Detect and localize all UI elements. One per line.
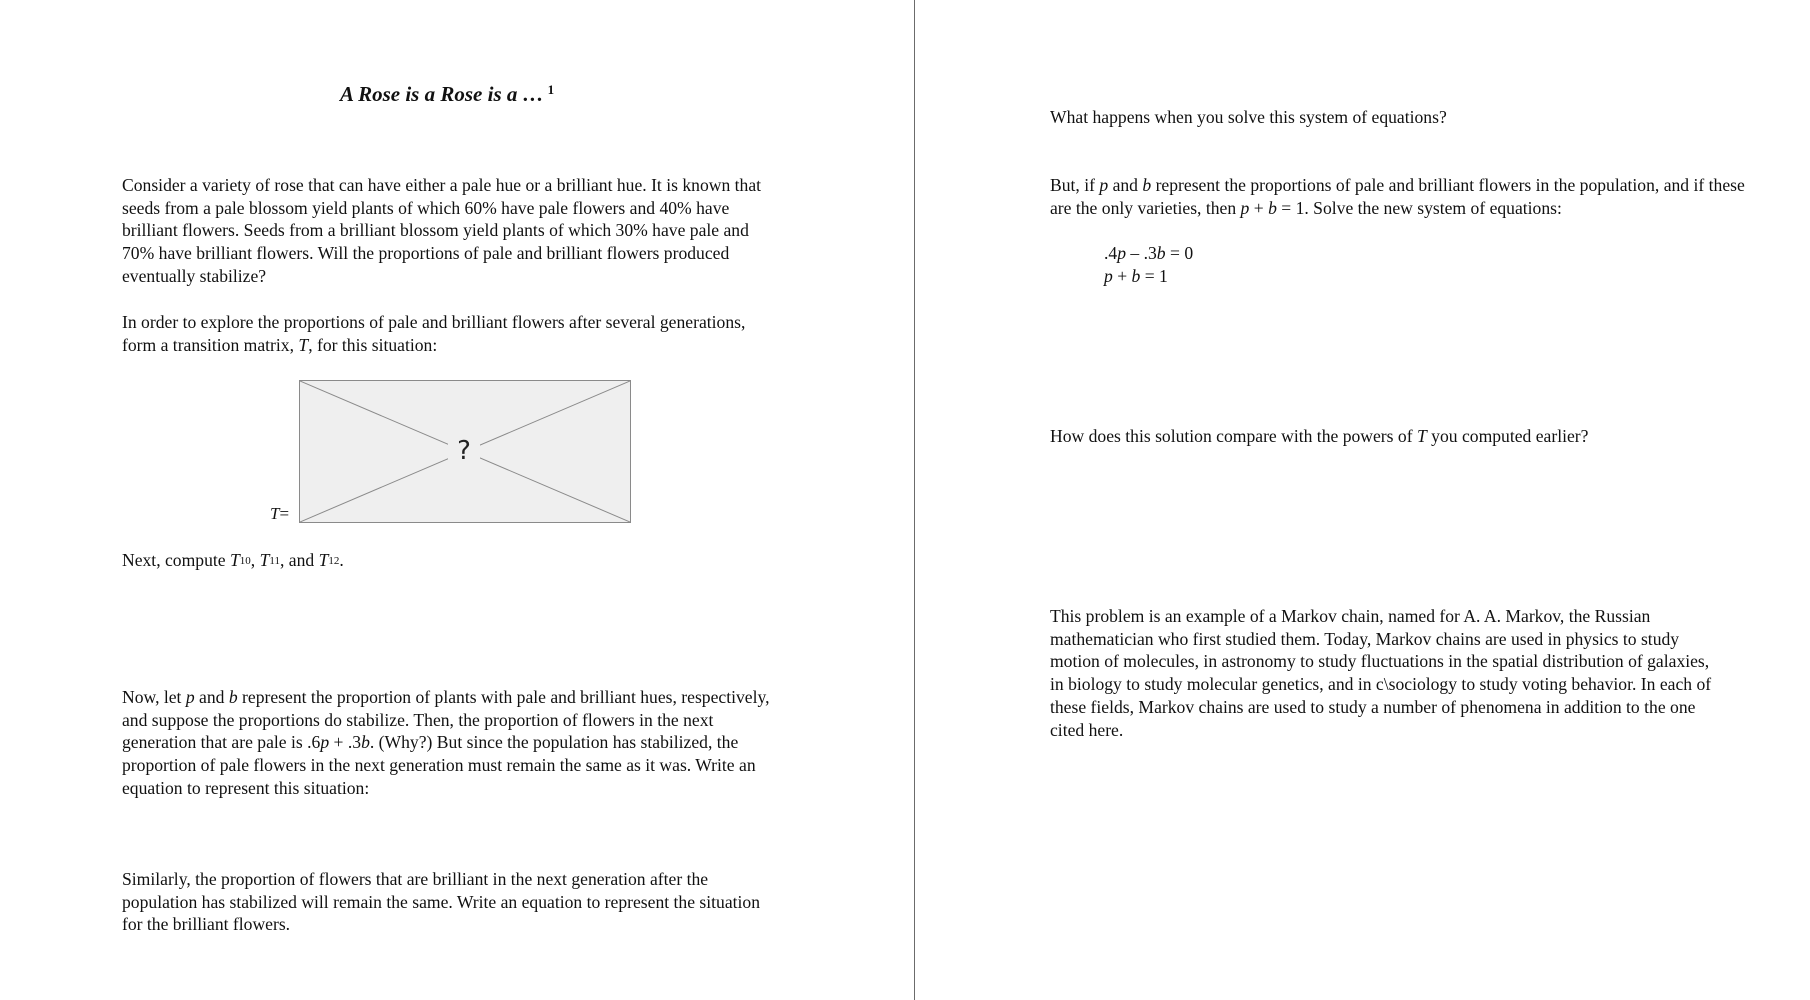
compare-question: How does this solution compare with the powers of T you computed earlier? [1050,426,1589,446]
right-page [917,0,1810,990]
solve-question: What happens when you solve this system of equations? [1050,107,1447,127]
page-divider [914,0,915,1000]
matrix-label: T= [270,504,290,523]
page-title [340,80,554,108]
missing-image-placeholder [299,380,631,523]
compute-paragraph: Next, compute $T^{10}$, $T^{11}$, and $T^{12}$. [122,550,344,570]
stabilize-paragraph: Now, let p and b represent the proportion of plants with pale and brilliant hues, respectively, and suppose the proportions do stabilize. Then, the proportion of flowers in the next generation that are pale is .6p + .3b. (Why?) But since the population has stabilized, the proportion of pale flowers in the next generation must remain the same as it was. Write an equation to represent this situation: [122,687,770,798]
title-text: A Rose is a Rose is a … [340,82,544,106]
title-footnote-marker: 1 [547,82,555,97]
explore-paragraph: In order to explore the proportions of pale and brilliant flowers after several generations, form a transition matrix, T, for this situation: [122,312,746,355]
markov-paragraph: This problem is an example of a Markov chain, named for A. A. Markov, the Russian mathematician who first studied them. Today, Markov chains are used in physics to study motion of molecules, in astronomy to study fluctuations in the spatial distribution of galaxies, in biology to study molecular genetics, and in c\sociology to study voting behavior. In each of these fields, Markov chains are used to study a number of phenomena in addition to the one cited here. [1050,606,1712,740]
equation-2: p + b = 1 [1104,266,1168,286]
proportions-paragraph: But, if p and b represent the proportions of pale and brilliant flowers in the population, and if these are the only varieties, then p + b = 1. Solve the new system of equations: [1050,175,1745,218]
equation-1: .4p – .3b = 0 [1104,243,1194,263]
similarly-paragraph: Similarly, the proportion of flowers that are brilliant in the next generation after the population has stabilized will remain the same. Write an equation to represent the situation for the brilliant flowers. [122,869,761,935]
intro-paragraph: Consider a variety of rose that can have either a pale hue or a brilliant hue. It is known that seeds from a pale blossom yield plants of which 60% have pale flowers and 40% have brilliant flowers. Seeds from a brilliant blossom yield plants of which 30% have pale and 70% have brilliant flowers. Will the proportions of pale and brilliant flowers produced eventually stabilize? [122,175,762,286]
missing-image-icon: ? [448,436,480,466]
